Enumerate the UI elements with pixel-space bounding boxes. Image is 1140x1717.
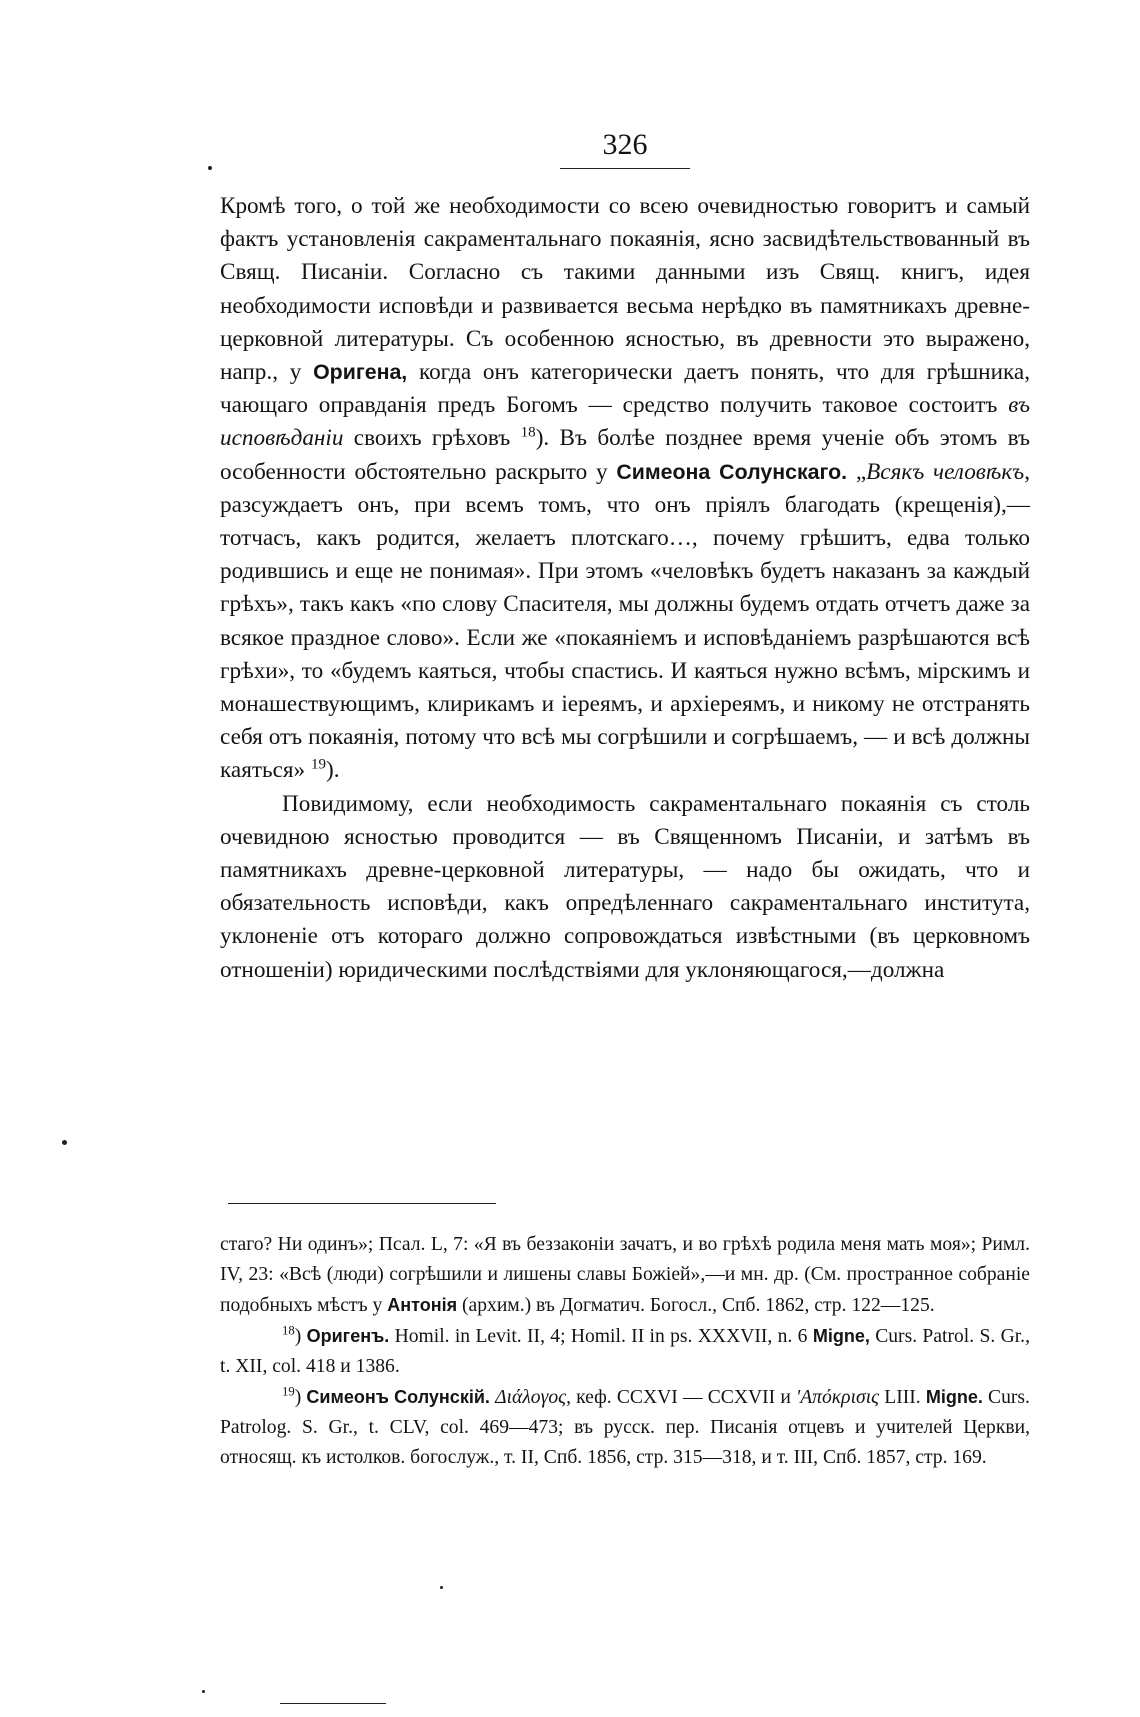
- fn19-text-b: LIII.: [879, 1387, 926, 1408]
- scan-speck: [202, 1690, 205, 1693]
- bottom-rule: [280, 1703, 386, 1704]
- p1-text-f: , разсуждаетъ онъ, при всемъ томъ, что онъ пріялъ благодать (крещенія),—тотчасъ, какъ родится, желаетъ плотскаго…, почему грѣшитъ, едва только родившись и еще не понимая». При этомъ «человѣкъ будетъ наказанъ за каждый грѣхъ», такъ какъ «по слову Спасителя, мы должны будемъ отдать отчетъ даже за всякое праздное слово». Если же «покаяніемъ и исповѣданіемъ разрѣшаются всѣ грѣхи», то «будемъ каяться, чтобы спастись. И каяться нужно всѣмъ, мірскимъ и монашествующимъ, клирикамъ и іереямъ, и архіереямъ, и никому не отстранять себя отъ покаянія, потому что всѣ мы согрѣшили и согрѣшаемъ, — и всѣ должны каяться»: [220, 458, 1030, 784]
- page-number-rule: [560, 168, 690, 169]
- p1-text-b: когда онъ категорически даетъ понять, что для грѣшника, чающаго оправданія предъ Богомъ — средство получить таковое состоитъ: [220, 359, 1030, 419]
- fn19-text-a: кеф. CCXVI — CCXVII и: [570, 1387, 796, 1408]
- footnote-19: $^{19}$) Симеонъ Солунскій. Διάλογος, кеф. CCXVI — CCXVII и 'Απόκρισις LIII. Migne. Curs. Patrolog. S. Gr., t. CLV, col. 469—473; въ русск. пер. Писанія отцевъ и учителей Церкви, относящ. къ истолков. богослуж., т. II, Спб. 1856, стр. 315—318, и т. III, Спб. 1857, стр. 169.: [220, 1384, 1030, 1468]
- fn19-migne: Migne.: [925, 1387, 983, 1407]
- simeon-name: Симеона Солунскаго.: [616, 459, 848, 484]
- footnotes: [220, 1230, 1030, 1473]
- footnote-18: $^{18}$) Оригенъ. Homil. in Levit. II, 4; Homil. II in ps. XXXVII, n. 6 Migne, Curs. Patrol. S. Gr., t. XII, col. 418 и 1386.: [220, 1323, 1030, 1377]
- fn19-apokrisis: 'Απόκρισις: [796, 1387, 880, 1408]
- footnote-continuation: [220, 1230, 1030, 1321]
- p1-text-c: своихъ грѣховъ: [343, 425, 521, 452]
- fn19-text-c: Curs. Patrolog. S. Gr., t. CLV, col. 469—473; въ русск. пер. Писанія отцевъ и учителей Церкви, относящ. къ истолков. богослуж., т. II, Спб. 1856, стр. 315—318, и т. III, Спб. 1857, стр. 169.: [220, 1387, 1030, 1468]
- paragraph-1: [220, 190, 1030, 788]
- p1-text-a: Кромѣ того, о той же необходимости со всею очевидностью говоритъ и самый фактъ установленія сакраментальнаго покаянія, ясно засвидѣтельствованный въ Свящ. Писаніи. Согласно съ такими данными изъ Свящ. книгъ, идея необходимости исповѣди и развивается весьма нерѣдко въ памятникахъ древне-церковной литературы. Съ особенною ясностью, въ древности это выражено, напр., у: [220, 193, 1030, 386]
- fn18-text-a: Homil. in Levit. II, 4; Homil. II in ps. XXXVII, n. 6: [389, 1326, 813, 1347]
- footnote-ref-18: 18: [520, 424, 536, 441]
- fn-cont-a: стаго? Ни одинъ»; Псал. L, 7: «Я въ беззаконіи зачатъ, и во грѣхѣ родила меня мать моя»; Римл. IV, 23: «Всѣ (люди) согрѣшили и лишены славы Божіей»,—и мн. др. (См. пространное собраніе подобныхъ мѣстъ у: [220, 1234, 1030, 1316]
- p1-text-d: ). Въ болѣе позднее время ученіе объ этомъ въ особенности обстоятельно раскрыто у: [220, 425, 1030, 485]
- every-man-phrase: Всякъ человѣкъ: [866, 458, 1025, 485]
- scan-speck: [208, 166, 212, 170]
- paragraph-2: Повидимому, если необходимость сакраментальнаго покаянія съ столь очевидною ясностью проводится — въ Священномъ Писаніи, и затѣмъ въ памятникахъ древне-церковной литературы, — надо бы ожидать, что и обязательность исповѣди, какъ опредѣленнаго сакраментальнаго института, уклоненіе отъ котораго должно сопровождаться извѣстными (въ церковномъ отношеніи) юридическими послѣдствіями для уклоняющагося,—должна: [220, 790, 1030, 983]
- footnote-ref-19: 19: [310, 756, 327, 773]
- confession-phrase: въ исповѣданіи: [220, 392, 1030, 452]
- antony-name: Антонія: [387, 1295, 458, 1315]
- fn18-text-b: Curs. Patrol. S. Gr., t. XII, col. 418 и 1386.: [220, 1326, 1030, 1377]
- fn-cont-b: (архим.) въ Догматич. Богосл., Спб. 1862, стр. 122—125.: [457, 1295, 935, 1316]
- scan-speck: [62, 1140, 67, 1145]
- fn19-dialogos: Διάλογος,: [495, 1387, 571, 1408]
- p1-quote-open: „: [847, 458, 867, 485]
- p1-text-g: ).: [326, 757, 340, 784]
- main-text: [220, 190, 1030, 987]
- footnote-18-author: Оригенъ.: [306, 1326, 390, 1346]
- footnote-19-mark: 19: [282, 1384, 295, 1399]
- footnote-18-mark: 18: [282, 1323, 295, 1338]
- scan-speck: [440, 1586, 443, 1589]
- origen-name: Оригена,: [313, 360, 408, 385]
- fn18-migne: Migne,: [812, 1326, 870, 1346]
- footnote-19-author: Симеонъ Солунскій.: [306, 1387, 490, 1407]
- page-number: 326: [602, 128, 648, 161]
- footnote-separator: [228, 1203, 496, 1204]
